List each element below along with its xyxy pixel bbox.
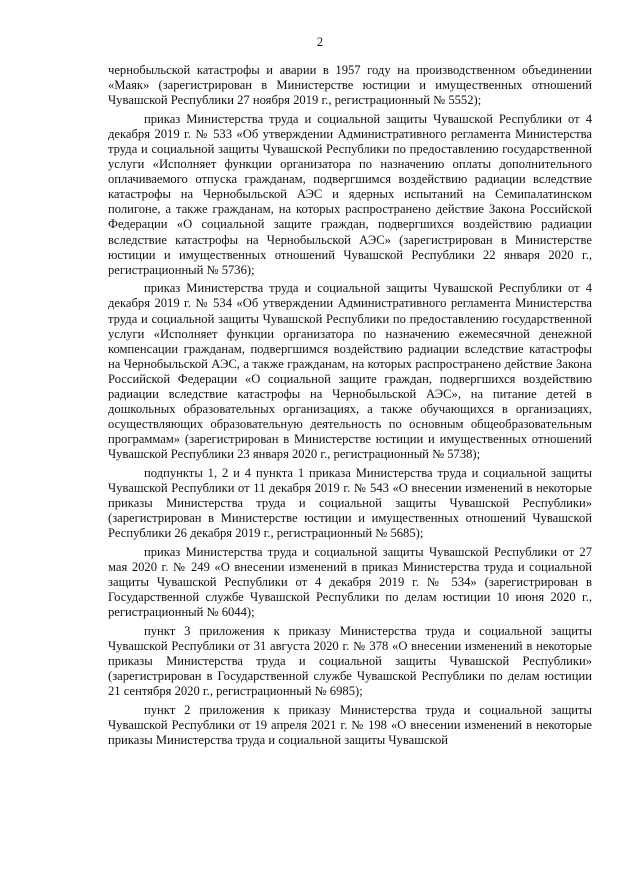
paragraph-order-249: приказ Министерства труда и социальной защиты Чувашской Республики от 27 мая 2020 г. № 249 «О внесении изменений в приказ Министерства труда и социальной защиты Чувашской Республики от 4 декабря 2019 г. № 534» (зарегистрирован в Государственной службе Чувашской Республики по делам юстиции 10 июня 2020 г., регистрационный № 6044); xyxy=(108,544,592,620)
paragraph-continuation: чернобыльской катастрофы и аварии в 1957 году на производственном объединении «Маяк» (зарегистрирован в Министерстве юстиции и имущественных отношений Чувашской Республики 27 ноября 2019 г., регистрационный № 5552); xyxy=(108,63,592,108)
paragraph-order-534: приказ Министерства труда и социальной защиты Чувашской Республики от 4 декабря 2019 г. № 534 «Об утверждении Административного регламента Министерства труда и социальной защиты Чувашской Республики по предоставлению государственной услуги «Исполняет функции организатора по назначению ежемесячной денежной компенсации гражданам, подвергшимся воздействию радиации вследствие катастрофы на Чернобыльской АЭС, а также гражданам, на которых распространено действие Закона Российской Федерации «О социальной защите граждан, подвергшихся воздействию радиации вследствие катастрофы на Чернобыльской АЭС», на питание детей в дошкольных образовательных организациях, а также обучающихся в организациях, осуществляющих образовательную деятельность по основным общеобразовательным программам» (зарегистрирован в Министерстве юстиции и имущественных отношений Чувашской Республики 23 января 2020 г., регистрационный № 5738); xyxy=(108,281,592,462)
paragraph-order-533: приказ Министерства труда и социальной защиты Чувашской Республики от 4 декабря 2019 г. № 533 «Об утверждении Административного регламента Министерства труда и социальной защиты Чувашской Республики по предоставлению государственной услуги «Исполняет функции организатора по назначению оплаты дополнительного оплачиваемого отпуска гражданам, подвергшимся воздействию радиации вследствие катастрофы на Чернобыльской АЭС и ядерных испытаний на Семипалатинском полигоне, а также гражданам, на которых распространено действие Закона Российской Федерации «О социальной защите граждан, подвергшихся воздействию радиации вследствие катастрофы на Чернобыльской АЭС» (зарегистрирован в Министерстве юстиции и имущественных отношений Чувашской Республики 22 января 2020 г., регистрационный № 5736); xyxy=(108,111,592,277)
paragraph-order-378: пункт 3 приложения к приказу Министерства труда и социальной защиты Чувашской Республики от 31 августа 2020 г. № 378 «О внесении изменений в некоторые приказы Министерства труда и социальной защиты Чувашской Республики» (зарегистрирован в Государственной службе Чувашской Республики по делам юстиции 21 сентября 2020 г., регистрационный № 6985); xyxy=(108,623,592,699)
page-number: 2 xyxy=(316,35,324,49)
paragraph-order-543: подпункты 1, 2 и 4 пункта 1 приказа Министерства труда и социальной защиты Чувашской Республики от 11 декабря 2019 г. № 543 «О внесении изменений в некоторые приказы Министерства труда и социальной защиты Чувашской Республики» (зарегистрирован в Министерстве юстиции и имущественных отношений Чувашской Республики 26 декабря 2019 г., регистрационный № 5685); xyxy=(108,465,592,541)
paragraph-order-198: пункт 2 приложения к приказу Министерства труда и социальной защиты Чувашской Республики от 19 апреля 2021 г. № 198 «О внесении изменений в некоторые приказы Министерства труда и социальной защиты Чувашской xyxy=(108,702,592,748)
document-body xyxy=(108,63,592,748)
